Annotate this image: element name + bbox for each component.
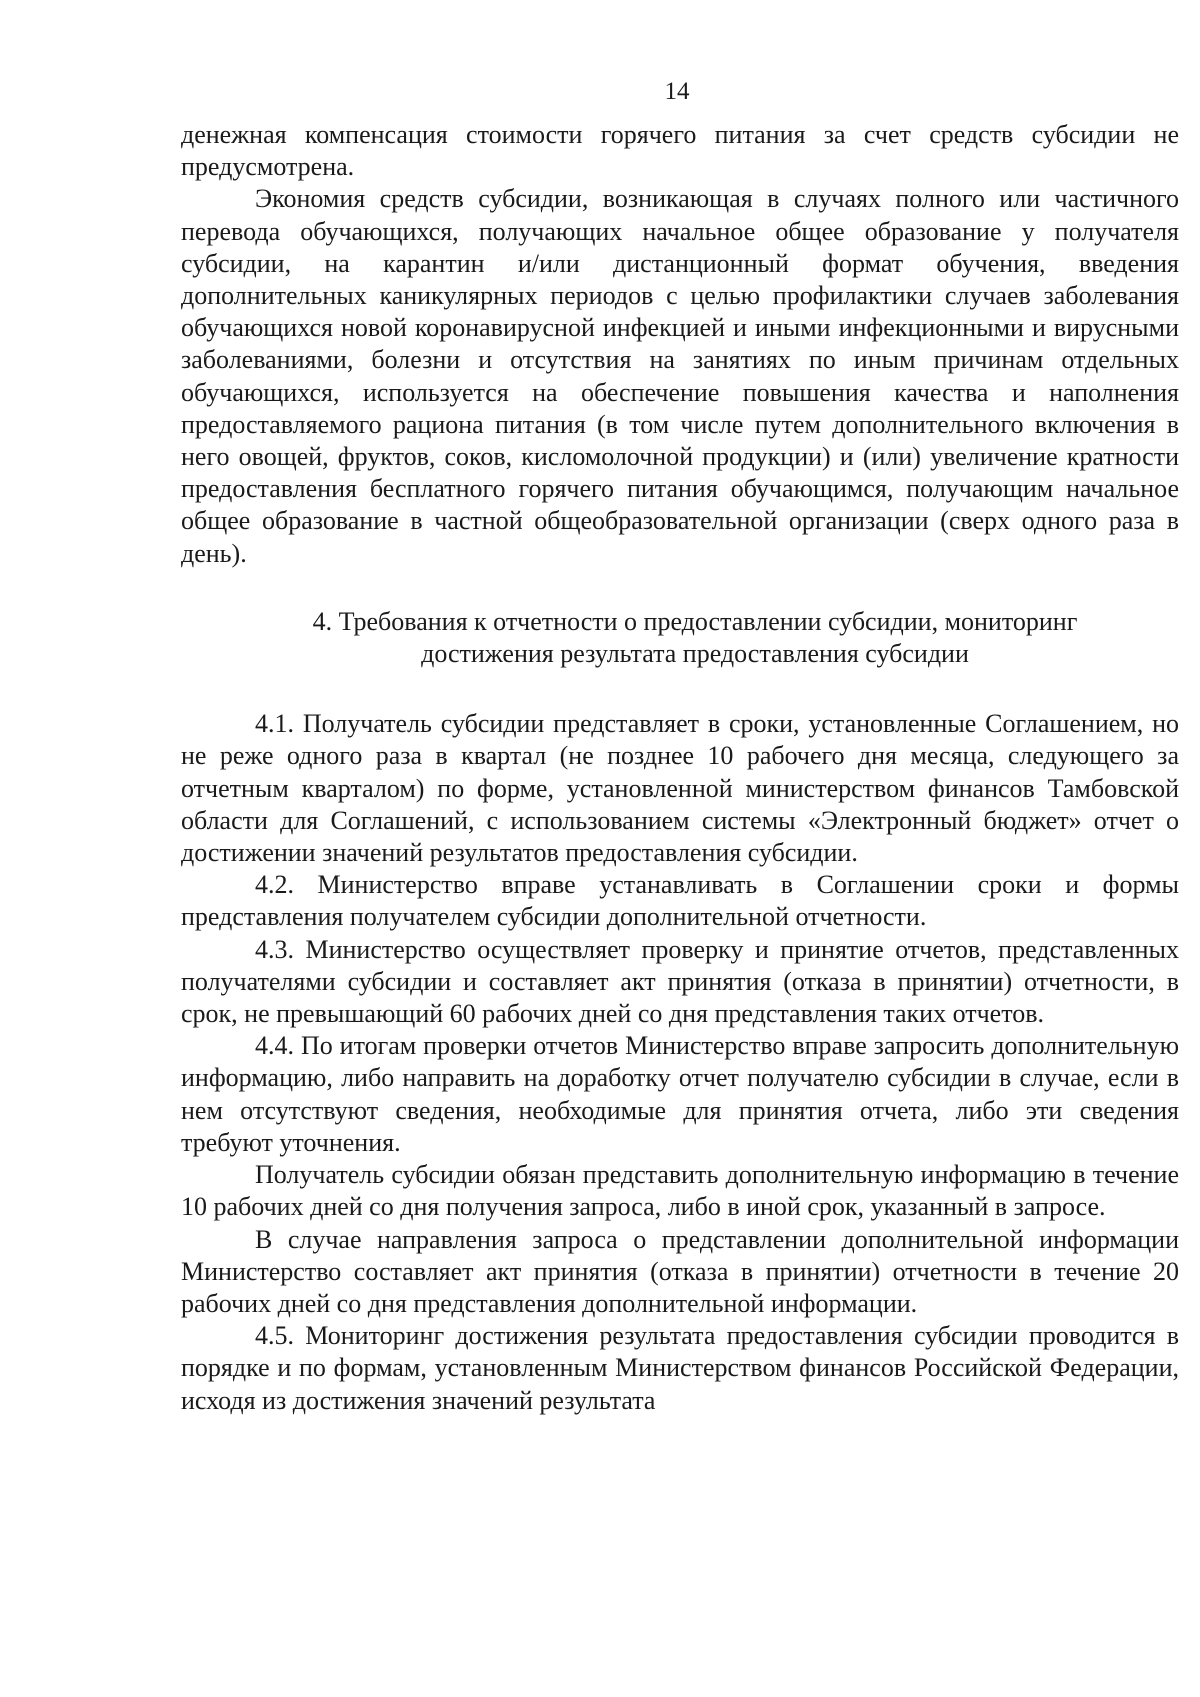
- paragraph-request-case: В случае направления запроса о представлении дополнительной информации Министерство составляет акт принятия (отказа в принятии) отчетности в течение 20 рабочих дней со дня представления дополнительной информации.: [181, 1224, 1179, 1318]
- paragraph-continuation: денежная компенсация стоимости горячего питания за счет средств субсидии не предусмотрена.: [181, 120, 1179, 182]
- section-heading-line-1: 4. Требования к отчетности о предоставлении субсидии, мониторинг: [312, 606, 1078, 636]
- paragraph-4-5: 4.5. Мониторинг достижения результата предоставления субсидии проводится в порядке и по формам, установленным Министерством финансов Российской Федерации, исходя из достижения значений результата: [181, 1321, 1179, 1415]
- paragraph-4-1: 4.1. Получатель субсидии представляет в сроки, установленные Соглашением, но не реже одного раза в квартал (не позднее 10 рабочего дня месяца, следующего за отчетным кварталом) по форме, установленной министерством финансов Тамбовской области для Соглашений, с использованием системы «Электронный бюджет» отчет о достижении значений результатов предоставления субсидии.: [181, 709, 1179, 868]
- page-number: 14: [664, 78, 690, 105]
- paragraph-4-4: 4.4. По итогам проверки отчетов Министерство вправе запросить дополнительную информацию, либо направить на доработку отчет получателю субсидии в случае, если в нем отсутствуют сведения, необходимые для принятия отчета, либо эти сведения требуют уточнения.: [181, 1031, 1179, 1157]
- paragraph-4-3: 4.3. Министерство осуществляет проверку и принятие отчетов, представленных получателями субсидии и составляет акт принятия (отказа в принятии) отчетности, в срок, не превышающий 60 рабочих дней со дня представления таких отчетов.: [181, 934, 1179, 1029]
- document-body: [181, 119, 1179, 1417]
- paragraph-additional-info: Получатель субсидии обязан представить дополнительную информацию в течение 10 рабочих дней со дня получения запроса, либо в иной срок, указанный в запросе.: [181, 1160, 1179, 1222]
- paragraph-savings: Экономия средств субсидии, возникающая в случаях полного или частичного перевода обучающихся, получающих начальное общее образование у получателя субсидии, на карантин и/или дистанционный формат обучения, введения дополнительных каникулярных периодов с целью профилактики случаев заболевания обучающихся новой коронавирусной инфекцией и иными инфекционными и вирусными заболеваниями, болезни и отсутствия на занятиях по иным причинам отдельных обучающихся, используется на обеспечение повышения качества и наполнения предоставляемого рациона питания (в том числе путем дополнительного включения в него овощей, фруктов, соков, кисломолочной продукции) и (или) увеличение кратности предоставления бесплатного горячего питания обучающимся, получающим начальное общее образование в частной общеобразовательной организации (сверх одного раза в день).: [181, 184, 1179, 568]
- section-heading: [181, 606, 1179, 670]
- section-heading-line-2: достижения результата предоставления субсидии: [421, 639, 969, 669]
- paragraph-4-2: 4.2. Министерство вправе устанавливать в Соглашении сроки и формы представления получателем субсидии дополнительной отчетности.: [181, 870, 1179, 932]
